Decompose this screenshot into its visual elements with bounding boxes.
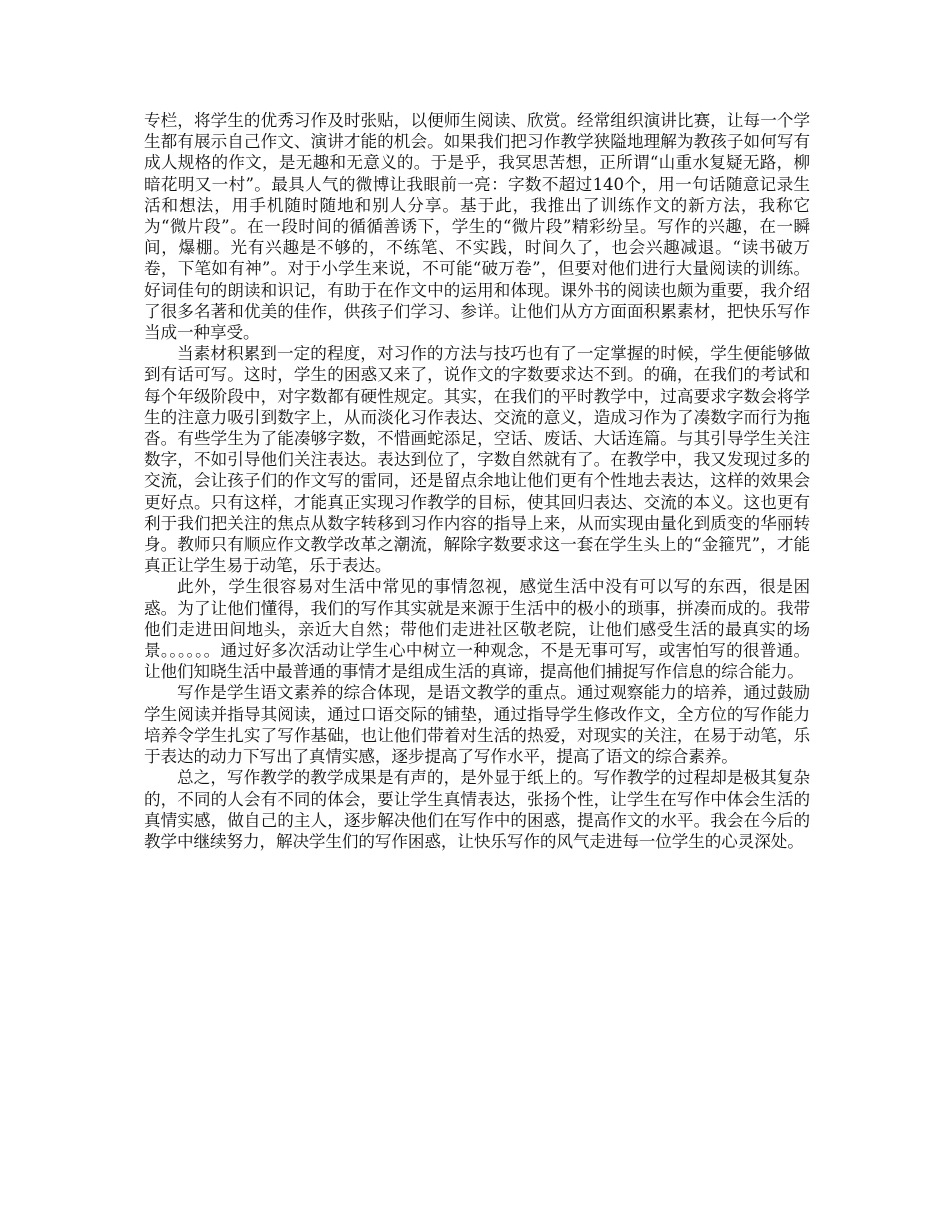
paragraph-3: 此外，学生很容易对生活中常见的事情忽视，感觉生活中没有可以写的东西，很是困惑。为了让他们懂得，我们的写作其实就是来源于生活中的极小的琐事，拼凑而成的。我带他们走进田间地头，亲近大自然；带他们走进社区敬老院，让他们感受生活的最真实的场景。。。。。。通过好多次活动让学生心中树立一种观念，不是无事可写，或害怕写的很普通。让他们知晓生活中最普通的事情才是组成生活的真谛，提高他们捕捉写作信息的综合能力。 bbox=[144, 577, 810, 682]
paragraph-4: 写作是学生语文素养的综合体现，是语文教学的重点。通过观察能力的培养，通过鼓励学生阅读并指导其阅读，通过口语交际的铺垫，通过指导学生修改作文，全方位的写作能力培养令学生扎实了写作基础，也让他们带着对生活的热爱，对现实的关注，在易于动笔，乐于表达的动力下写出了真情实感，逐步提高了写作水平，提高了语文的综合素养。 bbox=[144, 683, 810, 767]
paragraph-5: 总之，写作教学的教学成果是有声的，是外显于纸上的。写作教学的过程却是极其复杂的，不同的人会有不同的体会，要让学生真情表达，张扬个性，让学生在写作中体会生活的真情实感，做自己的主人，逐步解决他们在写作中的困惑，提高作文的水平。我会在今后的教学中继续努力，解决学生们的写作困惑，让快乐写作的风气走进每一位学生的心灵深处。 bbox=[144, 768, 810, 851]
paragraph-1: 专栏，将学生的优秀习作及时张贴，以便师生阅读、欣赏。经常组织演讲比赛，让每一个学生都有展示自己作文、演讲才能的机会。如果我们把习作教学狭隘地理解为教孩子如何写有成人规格的作文，是无趣和无意义的。于是乎，我冥思苦想，正所谓“山重水复疑无路，柳暗花明又一村”。最具人气的微博让我眼前一亮：字数不超过140个，用一句话随意记录生活和想法，用手机随时随地和别人分享。基于此，我推出了训练作文的新方法，我称它为“微片段”。在一段时间的循循善诱下，学生的“微片段”精彩纷呈。写作的兴趣，在一瞬间，爆棚。光有兴趣是不够的，不练笔、不实践，时间久了，也会兴趣减退。“读书破万卷，下笔如有神”。对于小学生来说，不可能“破万卷”，但要对他们进行大量阅读的训练。好词佳句的朗读和识记，有助于在作文中的运用和体现。课外书的阅读也颇为重要，我介绍了很多名著和优美的佳作，供孩子们学习、参详。让他们从方方面面积累素材，把快乐写作当成一种享受。 bbox=[144, 111, 810, 343]
document-page bbox=[144, 110, 810, 852]
paragraph-2: 当素材积累到一定的程度，对习作的方法与技巧也有了一定掌握的时候，学生便能够做到有话可写。这时，学生的困惑又来了，说作文的字数要求达不到。的确，在我们的考试和每个年级阶段中，对字数都有硬性规定。其实，在我们的平时教学中，过高要求字数会将学生的注意力吸引到数字上，从而淡化习作表达、交流的意义，造成习作为了凑数字而行为拖沓。有些学生为了能凑够字数，不惜画蛇添足，空话、废话、大话连篇。与其引导学生关注数字，不如引导他们关注表达。表达到位了，字数自然就有了。在教学中，我又发现过多的交流，会让孩子们的作文写的雷同，还是留点余地让他们更有个性地去表达，这样的效果会更好点。只有这样，才能真正实现习作教学的目标，使其回归表达、交流的本义。这也更有利于我们把关注的焦点从数字转移到习作内容的指导上来，从而实现由量化到质变的华丽转身。教师只有顺应作文教学改革之潮流，解除字数要求这一套在学生头上的“金箍咒”，才能真正让学生易于动笔，乐于表达。 bbox=[144, 344, 810, 576]
